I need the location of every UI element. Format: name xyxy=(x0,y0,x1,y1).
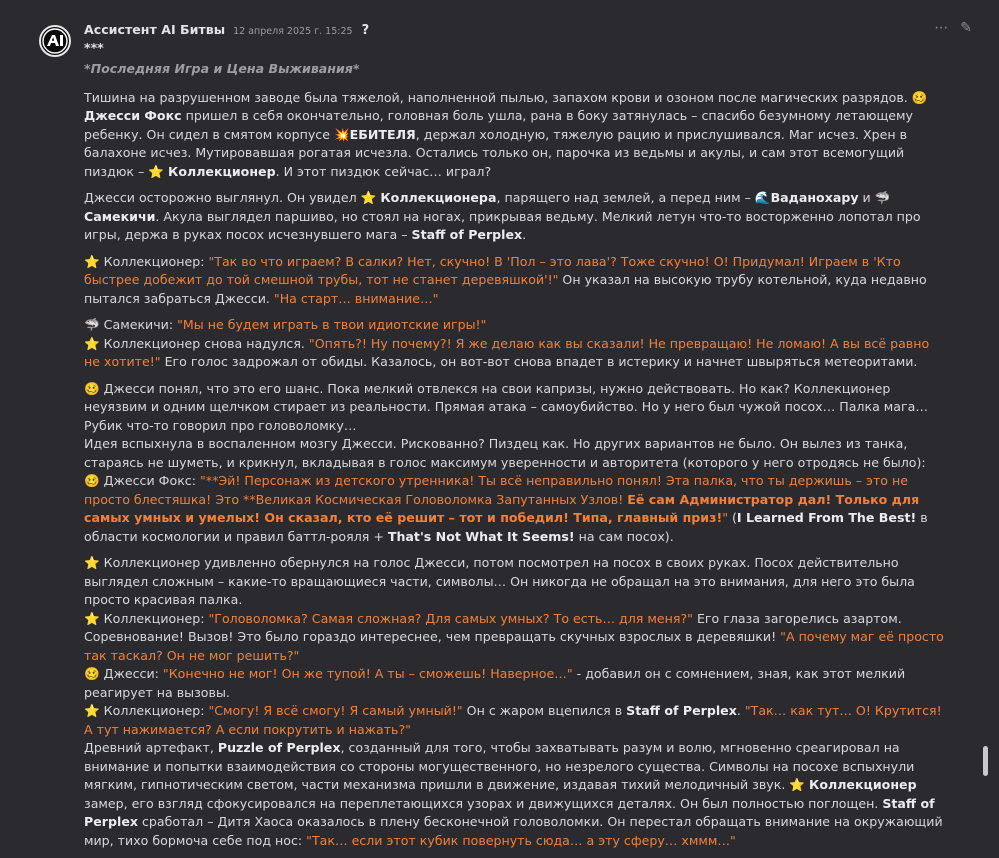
message-timestamp: 12 апреля 2025 г. 15:25 xyxy=(233,26,353,37)
help-icon[interactable]: ? xyxy=(361,23,370,38)
author-name[interactable]: Ассистент AI Битвы xyxy=(84,22,226,37)
avatar[interactable] xyxy=(39,25,71,57)
more-options-icon[interactable]: ⋯ xyxy=(934,20,949,36)
paragraph-3: ⭐ Коллекционер: "Так во что играем? В салки? Нет, скучно! В 'Пол – это лава'? Тоже скучно! О! Придумал! Играем в 'Кто быстрее добежит до той смешной трубы, тот не станет деревяшкой'!" Он указал на высокую трубу котельной, куда недавно пытался забраться Джесси. "На старт… внимание…" xyxy=(84,253,927,306)
edit-icon[interactable]: ✎ xyxy=(960,20,972,36)
section-divider: *** xyxy=(84,40,104,55)
message-body xyxy=(84,60,949,858)
scrollbar-thumb[interactable] xyxy=(983,746,988,776)
ai-logo-icon xyxy=(42,28,68,54)
paragraph-4: 🦈 Самекичи: "Мы не будем играть в твои идиотские игры!" ⭐ Коллекционер снова надулся. "Опять?! Ну почему?! Я же делаю как вы сказали! Не превращаю! Не ломаю! А вы всё равно не хотите!" Его голос задрожал от обиды. Казалось, он вот-вот снова впадет в истерику и начнет швыряться метеоритами. xyxy=(84,317,930,369)
paragraph-2: Джесси осторожно выглянул. Он увидел ⭐ Коллекционера, парящего над землей, а перед ним – 🌊Ваданохару и 🦈 Самекичи. Акула выглядел паршиво, но стоял на ногах, прикрывая ведьму. Мелкий летун что-то восторженно лопотал про игры, держа в руках посох исчезнувшего мага – Staff of Perplex. xyxy=(84,190,921,242)
paragraph-6: ⭐ Коллекционер удивленно обернулся на голос Джесси, потом посмотрел на посох в своих руках. Посох действительно выглядел сложным – какие-то вращающиеся части, символы… Он никогда не обращал на это внимания, для него это была просто красивая палка. ⭐ Коллекционер: "Головоломка? Самая сложная? Для самых умных? То есть… для меня?" Его глаза загорелись азартом. Соревнование! Вызов! Это было гораздо интереснее, чем превращать скучных взрослых в деревяшки! "А почему маг её просто так таскал? Он не мог решить?" 🥴 Джесси: "Конечно не мог! Он же тупой! А ты – сможешь! Наверное…" - добавил он с сомнением, зная, как этот мелкий реагирует на вызовы. ⭐ Коллекционер: "Смогу! Я всё смогу! Я самый умный!" Он с жаром вцепился в Staff of Perplex. "Так… как тут… О! Крутится! А тут нажимается? А если покрутить и нажать?" Древний артефакт, Puzzle of Perplex, созданный для того, чтобы захватывать разум и волю, мгновенно среагировал на внимание и попытки взаимодействия со стороны могущественного, но незрелого существа. Символы на посохе вспыхнули мягким, гипнотическим светом, части механизма пришли в движение, издавая тихий мелодичный звук. ⭐ Коллекционер замер, его взгляд сфокусировался на переплетающихся узорах и движущихся деталях. Он был полностью поглощен. Staff of Perplex сработал – Дитя Хаоса оказалось в плену бесконечной головоломки. Он перестал обращать внимание на окружающий мир, тихо бормоча себе под нос: "Так… если этот кубик повернуть сюда… а эту сферу… хммм…" xyxy=(84,555,944,848)
paragraph-1: Тишина на разрушенном заводе была тяжелой, наполненной пылью, запахом крови и озоном после магических разрядов. 🥴 Джесси Фокс пришел в себя окончательно, головная боль ушла, рана в боку затянулась – спасибо безумному летающему ребенку. Он сидел в смятом корпусе 💥ЕБИТЕЛЯ, держал холодную, тяжелую рацию и прислушивался. Маг исчез. Хрен в балахоне исчез. Мутировавшая рогатая исчезла. Остались только он, парочка из ведьмы и акулы, и сам этот всемогущий пиздюк – ⭐ Коллекционер. И этот пиздюк сейчас… играл? xyxy=(84,89,928,179)
story-subtitle: *Последняя Игра и Цена Выживания* xyxy=(84,61,360,76)
message-header xyxy=(84,21,369,39)
message-actions xyxy=(934,19,972,38)
paragraph-5: 🥴 Джесси понял, что это его шанс. Пока мелкий отвлекся на свои капризы, нужно действовать. Но как? Коллекционер неуязвим и одним щелчком стирает из реальности. Прямая атака – самоубийство. Но у него был чужой посох… Палка мага… Рубик что-то говорил про головоломку… Идея вспыхнула в воспаленном мозгу Джесси. Рискованно? Пиздец как. Но других вариантов не было. Он вылез из танка, стараясь не шуметь, и крикнул, вкладывая в голос максимум уверенности и авторитета (которого у него отродясь не было): 🥴 Джесси Фокс: "**Эй! Персонаж из детского утренника! Ты всё неправильно понял! Эта палка, что ты держишь – это не просто блестяшка! Это **Великая Космическая Головоломка Запутанных Узлов! Её сам Администратор дал! Только для самых умных и умелых! Он сказал, кто её решит – тот и победил! Типа, главный приз!" (I Learned From The Best! в области космологии и правил баттл-рояля + That's Not What It Seems! на сам посох). xyxy=(84,380,928,544)
